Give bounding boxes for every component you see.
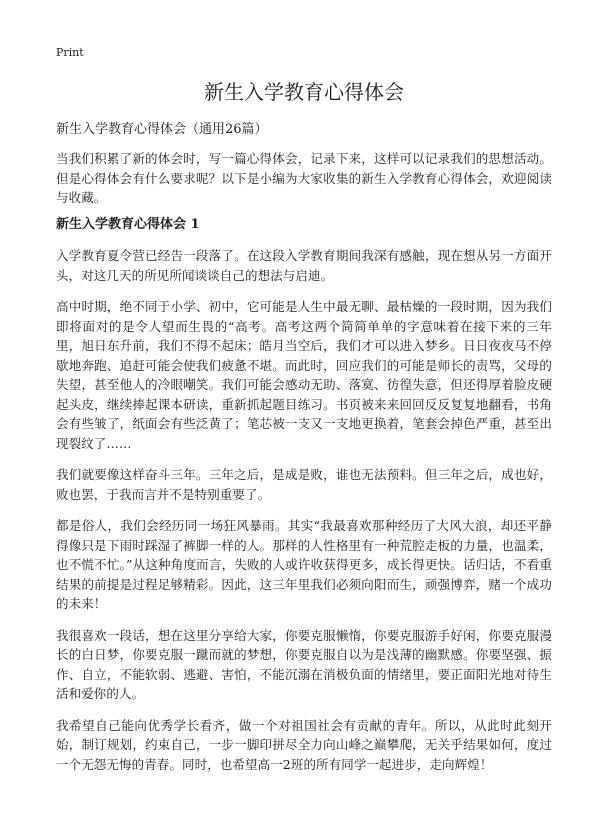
- body-paragraph-5: 我很喜欢一段话，想在这里分享给大家，你要克服懒惰，你要克服游手好闲，你要克服漫长的白日梦，你要克服一蹴而就的梦想，你要克服自以为是浅薄的幽默感。你要坚强、振作、自立，不能软弱、逃避、害怕，不能沉溺在消极负面的情绪里，要正面阳光地对待生活和爱你的人。: [56, 627, 552, 701]
- section-heading: 新生入学教育心得体会 1: [56, 217, 200, 232]
- body-paragraph-1: 入学教育夏令营已经告一段落了。在这段入学教育期间我深有感触，现在想从另一方面开头，对这几天的所见所闻谈谈自己的想法与启迪。: [56, 248, 552, 283]
- body-paragraph-4: 都是俗人，我们会经历同一场狂风暴雨。其实“我最喜欢那种经历了大风大浪，却还平静得像只是下雨时踩湿了裤脚一样的人。那样的人性格里有一种荒腔走板的力量，也温柔，也不慌不忙。”从这种角度而言，失败的人或许收获得更多，成长得更快。话归话，不看重结果的前提是过程足够精彩。因此，这三年里我们必须向阳而生，顽强博弈，赌一个成功的未来！: [56, 518, 552, 611]
- body-paragraph-3: 我们就要像这样奋斗三年。三年之后，是成是败，谁也无法预料。但三年之后，成也好，败也罢，于我而言并不是特别重要了。: [56, 467, 552, 502]
- intro-section: [56, 149, 552, 208]
- body-paragraph-2: 高中时期，绝不同于小学、初中，它可能是人生中最无聊、最枯燥的一段时期，因为我们即将面对的是令人望而生畏的“高考。高考这两个简简单单的字意味着在接下来的三年里，旭日东升前，我们不得不起床；皓月当空后，我们才可以进入梦乡。日日夜夜马不停歇地奔跑、追赶可能会使我们疲惫不堪。而此时，回应我们的可能是师长的责骂，父母的失望，甚至他人的冷眼嘲笑。我们可能会感动无助、落寞、彷徨失意，但还得厚着脸皮硬起头皮，继续捧起课本研读，重新抓起题目练习。书页被来来回回反反复复地翻看，书角会有些皱了，纸面会有些泛黄了；笔芯被一支又一支地更换着，笔套会掉色严重，甚至出现裂纹了……: [56, 299, 552, 451]
- page-title: 新生入学教育心得体会: [204, 80, 404, 104]
- intro-paragraph: 当我们积累了新的体会时，写一篇心得体会，记录下来，这样可以记录我们的思想活动。但是心得体会有什么要求呢？以下是小编为大家收集的新生入学教育心得体会，欢迎阅读与收藏。: [56, 151, 552, 205]
- print-link[interactable]: Print: [56, 46, 84, 59]
- document-subtitle: 新生入学教育心得体会（通用26篇）: [56, 122, 268, 137]
- article-body: [56, 246, 552, 786]
- body-paragraph-6: 我希望自己能向优秀学长看齐，做一个对祖国社会有贡献的青年。所以，从此时此刻开始，制订规划，约束自己，一步一脚印拼尽全力向山峰之巅攀爬，无关乎结果如何，度过一个无怨无悔的青春。同时，也希望高一2班的所有同学一起进步，走向辉煌！: [56, 717, 552, 772]
